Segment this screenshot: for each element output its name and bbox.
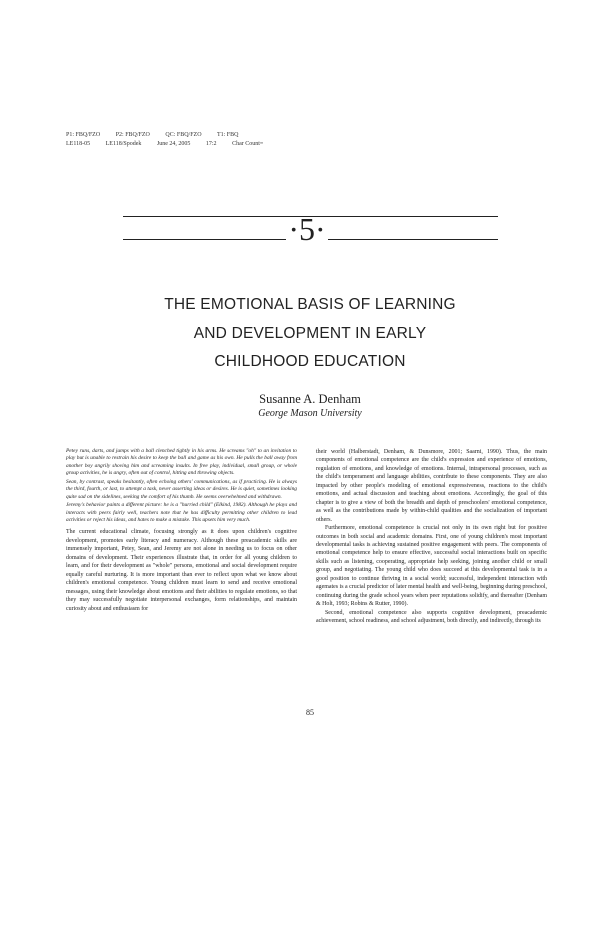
proof-field: Char Count= <box>232 141 264 147</box>
proof-line-2 <box>66 141 277 147</box>
chapter-rule-left <box>123 239 286 240</box>
proof-line-1 <box>66 132 252 138</box>
vignette-petey: Petey runs, darts, and jumps with a ball clenched tightly in his arms. He screams "oh" to an invitation to play but is unable to restrain his desire to keep the ball and game as his own. He pulls the ball away from another boy angrily shoving him and screaming insults. In free play, individual, small group, or whole group activities, he is angry, often out of control, hitting and throwing objects. <box>66 448 297 477</box>
proof-field: P1: FBQ/FZO <box>66 132 101 138</box>
proof-field: P2: FBQ/FZO <box>115 132 150 138</box>
chapter-number: ·5· <box>288 211 326 247</box>
author-affiliation: George Mason University <box>258 408 362 419</box>
chapter-title-line-3: CHILDHOOD EDUCATION <box>214 353 406 370</box>
left-column <box>66 448 297 613</box>
body-paragraph: Second, emotional competence also supports cognitive development, preacademic achievement, school readiness, and school adjustment, both directly, and indirectly, through its <box>316 609 547 625</box>
body-paragraph: their world (Halberstadt, Denham, & Dunsmore, 2001; Saarni, 1990). Thus, the main components of emotional competence are the child's expression and experience of emotions, regulation of emotions, and knowledge of emotions. Internal, intrapersonal processes, such as the child's temperament and language abilities, contribute to these components. They are also impacted by other people's modeling of emotional expressiveness, reactions to the child's emotions, and actual discussion and teaching about emotions. Accordingly, the goal of this chapter is to give a view of both the breadth and depth of preschoolers' emotional competence, as well as the contributions made by within-child qualities and the socialization of important others. <box>316 449 547 523</box>
proof-field: 17:2 <box>205 141 217 147</box>
author-name: Susanne A. Denham <box>259 392 361 406</box>
chapter-title-line-1: THE EMOTIONAL BASIS OF LEARNING <box>164 296 456 313</box>
proof-field: T1: FBQ <box>216 132 239 138</box>
chapter-title-line-2: AND DEVELOPMENT IN EARLY <box>193 325 427 342</box>
proof-field: LE118/Spodek <box>105 141 142 147</box>
proof-field: June 24, 2005 <box>156 141 191 147</box>
body-paragraph: Furthermore, emotional competence is crucial not only in its own right but for positive outcomes in both social and academic domains. First, one of young children's most important developmental tasks is achieving sustained positive engagement with peers. The components of emotional competence help to ensure effective, successful social interactions built on specific skills such as listening, cooperating, appropriate help seeking, joining another child or small group, and negotiating. The young child who does succeed at this developmental task is in a good position to continue thriving in a social world; successful, independent interaction with agemates is a crucial predictor of later mental health and well-being, beginning during preschool, continuing during the grade school years when peer reputations solidify, and thereafter (Denham & Holt, 1993; Robins & Rutter, 1990). <box>316 525 547 608</box>
proof-field: QC: FBQ/FZO <box>165 132 202 138</box>
chapter-rule-right <box>328 239 498 240</box>
proof-field: LE118-05 <box>66 141 91 147</box>
body-paragraph: The current educational climate, focusing strongly as it does upon children's cognitive development, promotes early literacy and numeracy. Although these preacademic skills are immensely important, Petey, Sean, and Jeremy are not alone in needing us to focus on other domains of development. Their experiences illustrate that, in order for all young children to learn, and for their development as "whole" persons, emotional and social development require equally careful nurturing. It is more important than ever to reflect upon what we know about children's emotional competence. Young children must learn to send and receive emotional messages, using their knowledge about emotions and their abilities to regulate emotions, so that they may successfully negotiate interpersonal exchanges, form relationships, and maintain curiosity about and enthusiasm for <box>66 529 297 612</box>
right-column <box>316 448 547 626</box>
vignette-jeremy: Jeremy's behavior paints a different picture: he is a "hurried child" (Elkind, 1982). Although he plays and interacts with peers fairly well, teachers note that he has difficulty permitting other children to lead activities or reject his ideas, and hates to make a mistake. This upsets him very much. <box>66 502 297 524</box>
chapter-number-value: 5 <box>299 211 315 247</box>
vignette-sean: Sean, by contrast, speaks hesitantly, often echoing others' communications, as if practicing. He is always the third, fourth, or last, to attempt a task, never asserting ideas or desires. He is quiet, sometimes looking quite sad on the sidelines, seeking the comfort of his thumb. He seems overwhelmed and withdrawn. <box>66 478 297 500</box>
page-number: 85 <box>306 708 314 717</box>
